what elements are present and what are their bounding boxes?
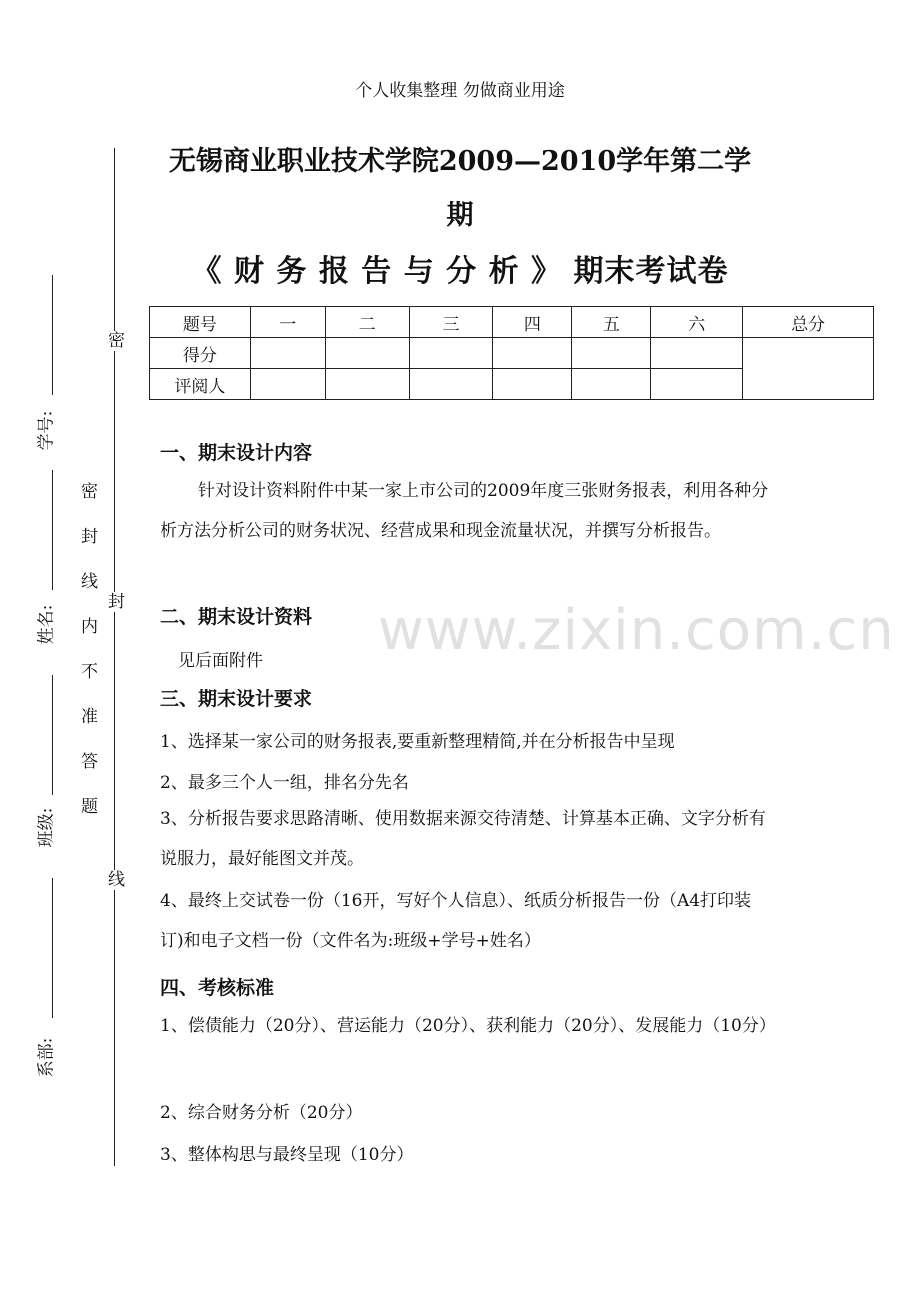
score-table: [149, 306, 874, 400]
binding-line: [114, 148, 115, 1166]
header-cell-q6: 六: [651, 307, 743, 338]
reviewer-cell[interactable]: [409, 369, 493, 400]
name-label: 姓名:: [36, 604, 57, 645]
notice-char: 不: [81, 662, 98, 682]
exam-title-line2: 期: [446, 200, 474, 231]
requirement-item: 1、选择某一家公司的财务报表,要重新整理精简,并在分析报告中呈现: [160, 732, 675, 752]
header-cell-q3: 三: [409, 307, 493, 338]
student-id-label: 学号:: [36, 410, 57, 451]
student-id-fill-line: [52, 275, 53, 395]
binding-mark-line: 线: [108, 870, 125, 890]
section-4-title: 四、考核标准: [160, 977, 275, 999]
score-cell[interactable]: [651, 338, 743, 369]
reviewer-cell[interactable]: [651, 369, 743, 400]
section-3-title: 三、期末设计要求: [160, 688, 313, 710]
score-cell[interactable]: [325, 338, 409, 369]
notice-char: 题: [81, 797, 98, 817]
score-cell[interactable]: [493, 338, 572, 369]
reviewer-cell[interactable]: [325, 369, 409, 400]
notice-char: 准: [81, 707, 98, 727]
criteria-item: 3、整体构思与最终呈现（10分）: [160, 1145, 414, 1165]
header-cell-total: 总分: [743, 307, 874, 338]
watermark: www.zixin.com.cn: [378, 598, 895, 663]
department-label: 系部:: [36, 1037, 57, 1078]
notice-char: 密: [81, 482, 98, 502]
binding-mark-cover: 封: [108, 592, 125, 612]
header-cell-number: 题号: [150, 307, 251, 338]
row-label-reviewer: 评阅人: [150, 369, 251, 400]
notice-char: 线: [81, 572, 98, 592]
score-cell[interactable]: [409, 338, 493, 369]
notice-char: 内: [81, 617, 98, 637]
section-2-body: 见后面附件: [178, 651, 263, 671]
notice-char: 答: [81, 752, 98, 772]
reviewer-cell[interactable]: [250, 369, 325, 400]
name-fill-line: [52, 470, 53, 590]
department-fill-line: [52, 878, 53, 1018]
section-2-title: 二、期末设计资料: [160, 606, 313, 628]
header-cell-q4: 四: [493, 307, 572, 338]
header-note: 个人收集整理 勿做商业用途: [355, 81, 565, 101]
score-cell[interactable]: [250, 338, 325, 369]
score-row: [150, 338, 874, 369]
reviewer-cell[interactable]: [572, 369, 651, 400]
header-cell-q5: 五: [572, 307, 651, 338]
notice-char: 封: [81, 527, 98, 547]
header-cell-q2: 二: [325, 307, 409, 338]
row-label-score: 得分: [150, 338, 251, 369]
score-cell[interactable]: [572, 338, 651, 369]
requirement-item: 3、分析报告要求思路清晰、使用数据来源交待清楚、计算基本正确、文字分析有说服力，最好能图文并茂。: [160, 809, 766, 869]
score-table-header-row: [150, 307, 874, 338]
exam-title-line3: 《 财 务 报 告 与 分 析 》 期末考试卷: [191, 254, 729, 289]
reviewer-cell[interactable]: [493, 369, 572, 400]
class-fill-line: [52, 675, 53, 795]
header-cell-q1: 一: [250, 307, 325, 338]
section-1-body: 针对设计资料附件中某一家上市公司的2009年度三张财务报表，利用各种分析方法分析公司的财务状况、经营成果和现金流量状况，并撰写分析报告。: [160, 481, 769, 541]
total-score-cell[interactable]: [743, 338, 874, 400]
requirement-item: 4、最终上交试卷一份（16开，写好个人信息）、纸质分析报告一份（A4打印装订)和电子文档一份（文件名为:班级+学号+姓名）: [160, 891, 752, 951]
class-label: 班级:: [36, 807, 57, 848]
binding-mark-seal: 密: [108, 331, 125, 351]
exam-title-line1: 无锡商业职业技术学院2009—2010学年第二学: [168, 146, 752, 177]
criteria-item: 2、综合财务分析（20分）: [160, 1103, 363, 1123]
requirement-item: 2、最多三个人一组，排名分先名: [160, 773, 409, 793]
section-1-title: 一、期末设计内容: [160, 442, 313, 464]
criteria-item: 1、偿债能力（20分）、营运能力（20分）、获利能力（20分）、发展能力（10分）: [160, 1016, 776, 1036]
